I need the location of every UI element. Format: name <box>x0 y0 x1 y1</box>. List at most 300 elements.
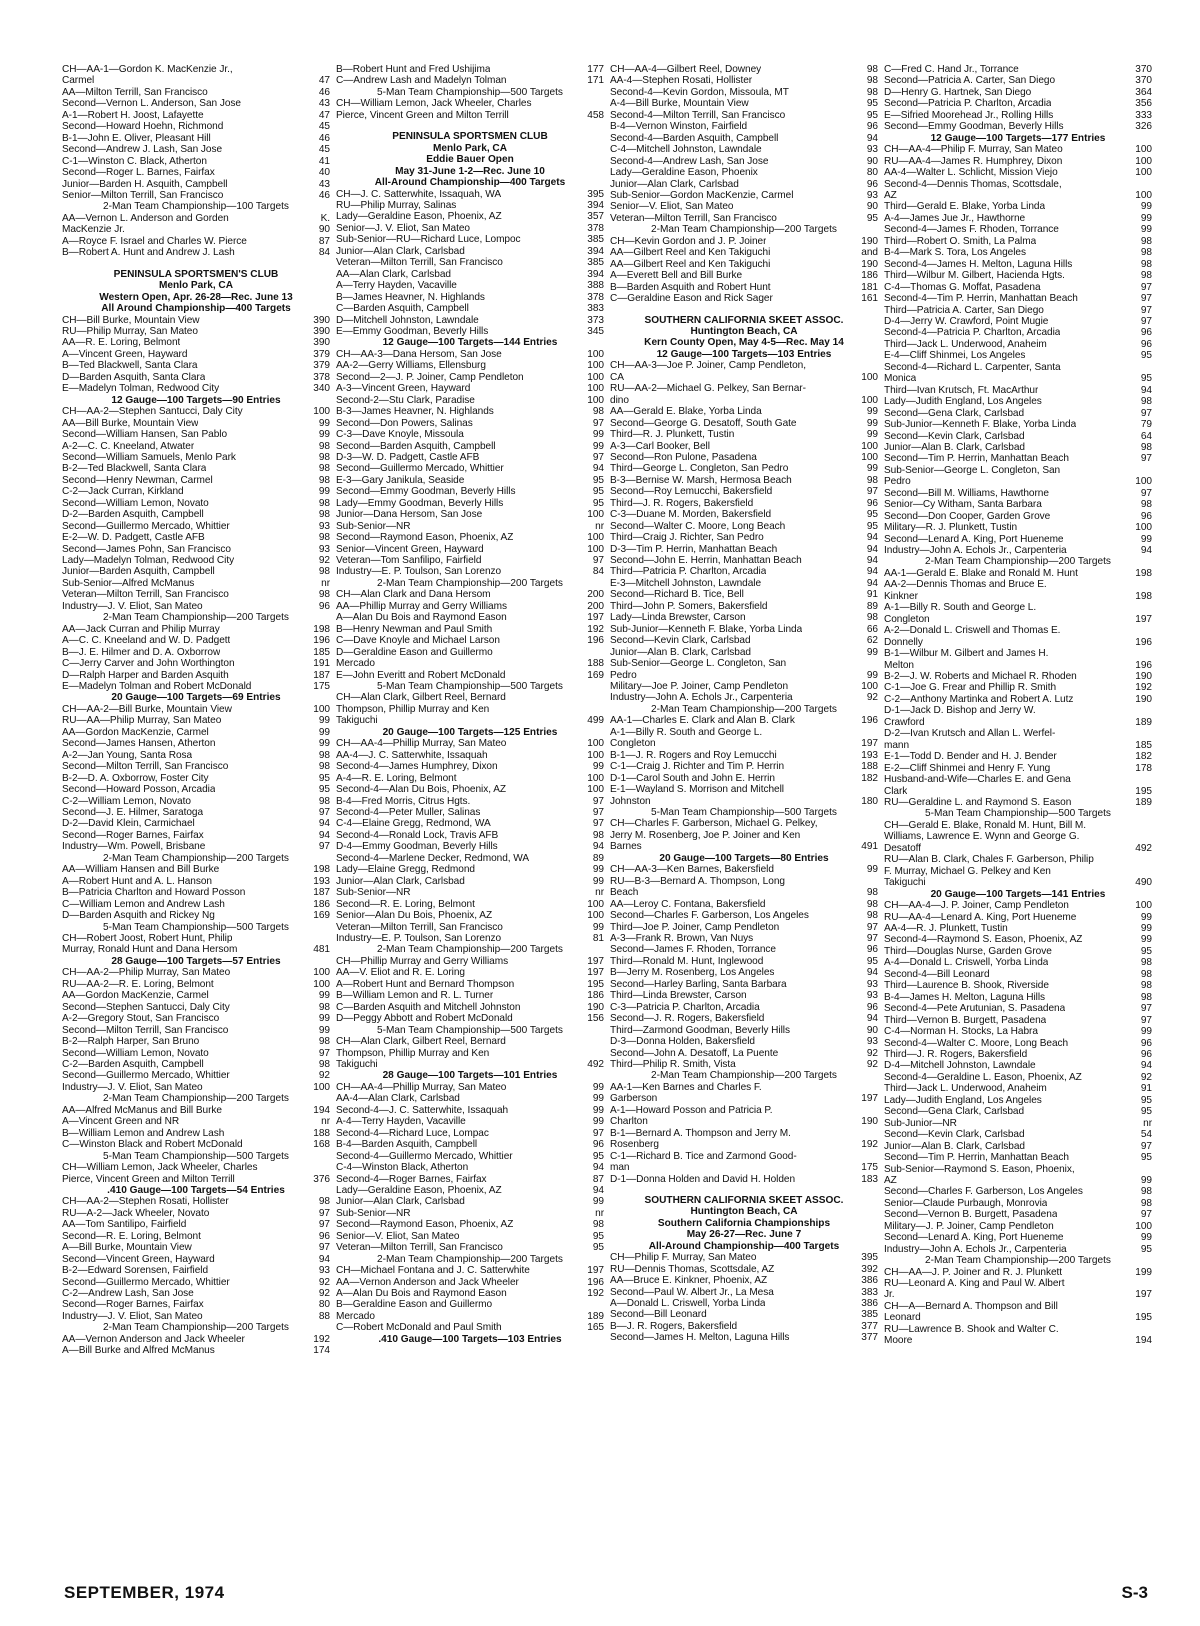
result-line <box>62 1254 330 1265</box>
result-line <box>610 1252 878 1263</box>
result-line <box>62 887 330 898</box>
result-score: 95 <box>318 772 330 784</box>
result-line <box>884 259 1152 270</box>
result-line <box>610 1139 878 1150</box>
result-score: 194 <box>313 1104 330 1116</box>
result-score: 97 <box>318 1207 330 1219</box>
result-line <box>336 830 604 841</box>
result-text: Second-4—Andrew Lash, San Jose <box>610 155 769 167</box>
result-line <box>62 463 330 474</box>
result-text: Garberson <box>610 1093 658 1105</box>
result-score: 99 <box>592 1093 604 1105</box>
result-score: 100 <box>587 394 604 406</box>
result-text: B—Geraldine Eason and Guillermo <box>336 1299 493 1311</box>
result-line <box>884 362 1152 373</box>
result-score: 383 <box>861 1286 878 1298</box>
result-text: Senior—Cy Witham, Santa Barbara <box>884 499 1042 511</box>
result-line <box>336 807 604 818</box>
result-text: AA-2—Gerry Williams, Ellensburg <box>336 360 486 372</box>
result-text: Sub-Junior—Kenneth F. Blake, Yorba Linda <box>610 623 803 635</box>
result-score: 96 <box>318 1230 330 1242</box>
result-text: AA—William Hansen and Bill Burke <box>62 864 220 876</box>
result-score: 190 <box>861 235 878 247</box>
result-line <box>884 1003 1152 1014</box>
result-score: 190 <box>587 1001 604 1013</box>
result-score <box>601 1299 604 1310</box>
result-line <box>62 841 330 852</box>
result-score: 96 <box>1140 338 1152 350</box>
issue-date: SEPTEMBER, 1974 <box>64 1583 225 1602</box>
result-text: C-4—Mitchell Johnston, Lawndale <box>610 144 762 156</box>
subsection-heading: 5-Man Team Championship—500 Targets <box>377 1024 563 1036</box>
result-score: 45 <box>318 121 330 133</box>
result-score: 196 <box>587 1276 604 1288</box>
result-text: C-4—Thomas G. Moffat, Pasadena <box>884 281 1041 293</box>
result-score: 90 <box>318 224 330 236</box>
result-score: 98 <box>866 75 878 87</box>
section-heading: 20 Gauge—100 Targets—80 Entries <box>659 852 829 864</box>
result-text: Second-4—J. C. Satterwhite, Issaquah <box>336 1104 509 1116</box>
result-text: Mercado <box>336 1310 375 1322</box>
result-text: AA—Gilbert Reel and Ken Takiguchi <box>610 247 771 259</box>
result-score: 178 <box>1135 762 1152 774</box>
result-line <box>336 223 604 234</box>
result-line <box>884 293 1152 304</box>
result-text: CH—Alan Clark, Gilbert Reel, Bernard <box>336 1036 506 1048</box>
result-line <box>62 1311 330 1322</box>
result-line <box>336 990 604 1001</box>
result-line <box>62 899 330 910</box>
result-line <box>62 1345 330 1356</box>
result-text: Junior—Alan Clark, Carlsbad <box>610 178 739 190</box>
result-score: 93 <box>866 990 878 1002</box>
result-text: B-4—Fred Morris, Citrus Hgts. <box>336 795 471 807</box>
result-line <box>884 1095 1152 1106</box>
result-score: 98 <box>1140 1186 1152 1198</box>
result-text: Second—John E. Herrin, Manhattan Beach <box>610 555 802 567</box>
result-text: Junior—Alan B. Clark, Carlsbad <box>610 646 751 658</box>
result-line <box>336 876 604 887</box>
result-text: D-3—Tim P. Herrin, Manhattan Beach <box>610 543 778 555</box>
result-text: D-2—Barden Asquith, Campbell <box>62 509 204 521</box>
result-text: Third—Philip R. Smith, Vista <box>610 1058 736 1070</box>
result-text: Third—Laurence B. Shook, Riverside <box>884 980 1049 992</box>
result-line <box>336 910 604 921</box>
result-score: 98 <box>1140 258 1152 270</box>
result-text: E—Madelyn Tolman, Redwood City <box>62 383 220 395</box>
result-score: 99 <box>318 1024 330 1036</box>
result-score: 97 <box>1140 1140 1152 1152</box>
result-score: 97 <box>318 807 330 818</box>
result-line <box>336 1174 604 1185</box>
result-line <box>62 1082 330 1093</box>
result-line <box>336 189 604 200</box>
result-score: 99 <box>318 1013 330 1025</box>
result-score: 185 <box>313 646 330 658</box>
result-line <box>62 156 330 167</box>
result-line <box>884 1278 1152 1289</box>
result-score: 90 <box>866 201 878 213</box>
result-text: D-2—Ivan Krutsch and Allan L. Werfel- <box>884 728 1056 740</box>
result-text: CH—Kevin Gordon and J. P. Joiner <box>610 235 767 247</box>
result-score: 190 <box>1135 671 1152 683</box>
result-text: Third—Vernon B. Burgett, Pasadena <box>884 1014 1047 1026</box>
result-line <box>336 1036 604 1047</box>
result-line <box>884 671 1152 682</box>
result-score: 100 <box>1135 155 1152 167</box>
result-line <box>336 452 604 463</box>
result-line <box>336 64 604 75</box>
result-text: CH—AA-1—Gordon K. MacKenzie Jr., <box>62 64 233 75</box>
result-line <box>62 475 330 486</box>
result-line <box>610 383 878 394</box>
result-line <box>884 1312 1152 1323</box>
result-score: 395 <box>861 1252 878 1264</box>
result-line <box>62 1174 330 1185</box>
result-line <box>62 441 330 452</box>
result-score: 370 <box>1135 64 1152 75</box>
section-heading: Huntington Beach, CA <box>690 1206 798 1218</box>
result-text: Senior—V. Eliot, San Mateo <box>336 1230 460 1242</box>
result-text: A—Royce F. Israel and Charles W. Pierce <box>62 235 247 247</box>
result-text: Second-4—Geraldine L. Eason, Phoenix, AZ <box>884 1071 1082 1083</box>
result-score: 89 <box>866 600 878 612</box>
result-text: Second-4—Pete Arutunian, S. Pasadena <box>884 1003 1066 1015</box>
result-line <box>610 944 878 955</box>
result-score: 46 <box>318 86 330 98</box>
result-text: Third—George L. Congleton, San Pedro <box>610 463 789 475</box>
result-text: Second—Don Powers, Salinas <box>336 417 473 429</box>
result-line <box>62 337 330 348</box>
result-text: Second—Charles F. Garberson, Los Angeles <box>610 910 809 922</box>
result-score: 97 <box>1140 407 1152 419</box>
result-score: 97 <box>1140 281 1152 293</box>
result-text: D—Barden Asquith and Rickey Ng <box>62 910 215 922</box>
result-score: 95 <box>318 784 330 796</box>
result-line <box>336 864 604 875</box>
result-text: mann <box>884 739 910 751</box>
result-score: 99 <box>866 669 878 681</box>
result-line <box>62 87 330 98</box>
result-score <box>875 876 878 887</box>
result-score: 171 <box>587 75 604 87</box>
result-line <box>336 738 604 749</box>
result-line <box>884 396 1152 407</box>
result-score: 99 <box>318 429 330 441</box>
subsection-heading: 2-Man Team Championship—200 Targets <box>925 1255 1111 1267</box>
result-score: 98 <box>1140 499 1152 511</box>
result-score: 100 <box>313 703 330 715</box>
result-text: A-4—Bill Burke, Mountain View <box>610 98 749 110</box>
result-score: 97 <box>1140 1209 1152 1221</box>
result-line <box>884 1072 1152 1083</box>
result-text: AA—Alan Clark, Carlsbad <box>336 268 451 280</box>
result-line <box>884 660 1152 671</box>
result-score: 165 <box>587 1322 604 1334</box>
subsection-heading: 5-Man Team Championship—500 Targets <box>925 808 1111 820</box>
result-score: 62 <box>866 635 878 647</box>
result-text: Sub-Senior—NR <box>336 1207 411 1219</box>
result-text: D-4—Emmy Goodman, Beverly Hills <box>336 841 498 853</box>
result-score: 186 <box>861 270 878 282</box>
result-text: AA-4—J. C. Satterwhite, Issaquah <box>336 749 488 761</box>
result-score <box>327 933 330 944</box>
result-line <box>62 715 330 726</box>
result-line <box>610 635 878 646</box>
result-line <box>610 259 878 270</box>
result-text: B—Ted Blackwell, Santa Clara <box>62 360 198 372</box>
result-line <box>62 144 330 155</box>
result-score <box>601 647 604 658</box>
result-text: Sub-Junior—Kenneth F. Blake, Yorba Linda <box>884 419 1077 431</box>
result-text: Third—Zarmond Goodman, Beverly Hills <box>610 1024 790 1036</box>
result-text: Second-4—Roger Barnes, Fairfax <box>336 1173 487 1185</box>
result-text: Industry—John A. Echols Jr., Carpenteria <box>610 692 793 704</box>
result-score: 100 <box>1135 167 1152 179</box>
result-score: 88 <box>318 1310 330 1322</box>
result-line <box>336 899 604 910</box>
result-line <box>610 179 878 190</box>
result-text: A-1—Howard Posson and Patricia P. <box>610 1104 773 1116</box>
result-score: 64 <box>1140 430 1152 442</box>
result-score: 90 <box>866 155 878 167</box>
section-heading: 12 Gauge—100 Targets—144 Entries <box>382 337 558 349</box>
result-score <box>1149 1164 1152 1175</box>
result-text: E—Sifried Moorehead Jr., Rolling Hills <box>884 109 1054 121</box>
result-text: Pierce, Vincent Green and Milton Terrill <box>62 1173 235 1185</box>
result-text: Second—Ron Pulone, Pasadena <box>610 451 757 463</box>
result-line <box>62 236 330 247</box>
result-text: Industry—John A. Echols Jr., Carpenteria <box>884 1243 1067 1255</box>
result-score: 95 <box>1140 373 1152 385</box>
result-text: B-3—Bernise W. Marsh, Hermosa Beach <box>610 474 792 486</box>
result-text: Third—Wilbur M. Gilbert, Hacienda Hgts. <box>884 270 1065 282</box>
result-text: B—Barden Asquith and Robert Hunt <box>610 281 771 293</box>
result-score: 92 <box>866 1058 878 1070</box>
result-text: Lady—Geraldine Eason, Phoenix <box>610 167 758 179</box>
result-text: AA—R. E. Loring, Belmont <box>62 337 181 349</box>
result-score: 92 <box>1140 1071 1152 1083</box>
result-score: 168 <box>313 1139 330 1151</box>
result-score: 100 <box>1135 189 1152 201</box>
result-score: 99 <box>1140 224 1152 236</box>
result-score <box>875 727 878 738</box>
result-text: Sub-Senior—George L. Congleton, San <box>884 464 1061 476</box>
result-line <box>336 1288 604 1299</box>
result-score: 96 <box>866 178 878 190</box>
result-score: 94 <box>866 967 878 979</box>
result-score: 492 <box>587 1058 604 1070</box>
result-line <box>884 637 1152 648</box>
result-line <box>62 315 330 326</box>
result-line <box>336 1208 604 1219</box>
result-text: B—Jerry M. Rosenberg, Los Angeles <box>610 967 775 979</box>
section-heading: Menlo Park, CA <box>432 142 508 154</box>
result-line <box>610 796 878 807</box>
result-text: Third—Ronald M. Hunt, Inglewood <box>610 955 764 967</box>
result-score: 174 <box>313 1345 330 1357</box>
result-text: Takiguchi <box>336 1058 378 1070</box>
result-score: 100 <box>313 1081 330 1093</box>
result-line <box>610 647 878 658</box>
result-text: Junior—Alan Clark, Carlsbad <box>336 1196 465 1208</box>
result-line <box>62 761 330 772</box>
result-line <box>62 578 330 589</box>
result-line <box>610 624 878 635</box>
result-line <box>62 566 330 577</box>
result-line <box>610 452 878 463</box>
result-line <box>62 589 330 600</box>
result-score: 41 <box>318 155 330 167</box>
result-text: Sub-Senior—Raymond S. Eason, Phoenix, <box>884 1163 1075 1175</box>
result-score: 46 <box>318 189 330 201</box>
result-score: 195 <box>1135 1312 1152 1324</box>
result-text: Donnelly <box>884 636 923 648</box>
result-line <box>62 486 330 497</box>
result-score: 80 <box>866 167 878 179</box>
result-text: C—Dave Knoyle and Michael Larson <box>336 635 500 647</box>
result-text: A—Bill Burke, Mountain View <box>62 1242 192 1254</box>
result-text: C-3—Duane M. Morden, Bakersfield <box>610 509 772 521</box>
result-score: 99 <box>592 1116 604 1128</box>
result-line <box>336 887 604 898</box>
result-text: D-3—Donna Holden, Bakersfield <box>610 1036 755 1048</box>
result-text: Second—Howard Posson, Arcadia <box>62 784 216 796</box>
result-score <box>875 1128 878 1139</box>
result-score <box>601 98 604 109</box>
result-text: Second—J. E. Hilmer, Saratoga <box>62 807 204 818</box>
result-score <box>1149 465 1152 476</box>
result-text: AA-4—Alan Clark, Carlsbad <box>336 1093 460 1105</box>
result-score: 92 <box>318 1288 330 1300</box>
result-text: AZ <box>884 1174 897 1186</box>
result-line <box>610 681 878 692</box>
result-score: 97 <box>592 807 604 818</box>
result-score: 98 <box>866 910 878 922</box>
result-text: Clark <box>884 785 908 797</box>
result-text: Third—Patricia P. Charlton, Arcadia <box>610 566 767 578</box>
result-score: 99 <box>592 1081 604 1093</box>
result-score: 100 <box>861 440 878 452</box>
result-score: 93 <box>318 543 330 555</box>
result-line <box>62 190 330 201</box>
result-text: A—Vincent Green, Hayward <box>62 348 188 360</box>
result-text: Second—William Samuels, Menlo Park <box>62 451 236 463</box>
result-text: Veteran—Milton Terrill, San Francisco <box>336 1242 503 1254</box>
result-score: 91 <box>1140 1083 1152 1095</box>
result-text: D-2—David Klein, Carmichael <box>62 818 195 830</box>
result-score <box>601 1048 604 1059</box>
result-text: B-1—Bernard A. Thompson and Jerry M. <box>610 1127 791 1139</box>
result-text: Second—Kevin Clark, Carlsbad <box>610 635 751 647</box>
result-line <box>336 761 604 772</box>
result-score: 97 <box>592 417 604 429</box>
result-line <box>62 647 330 658</box>
result-score: 161 <box>861 293 878 305</box>
result-score: 99 <box>1140 201 1152 213</box>
result-text: CH—AA-2—Bill Burke, Mountain View <box>62 703 232 715</box>
result-score: 97 <box>1140 293 1152 305</box>
result-score: 100 <box>587 772 604 784</box>
result-line <box>884 1060 1152 1071</box>
result-score: 99 <box>1140 922 1152 934</box>
result-line <box>336 704 604 715</box>
result-text: Second-4—James Humphrey, Dixon <box>336 761 498 773</box>
result-score: 84 <box>318 247 330 259</box>
result-line <box>884 75 1152 86</box>
result-text: dino <box>610 394 629 406</box>
result-text: A-2—Jan Young, Santa Rosa <box>62 749 193 761</box>
result-score: 98 <box>1140 441 1152 453</box>
result-text: Second-4—Kevin Gordon, Missoula, MT <box>610 86 789 98</box>
result-text: E-1—Wayland S. Morrison and Mitchell <box>610 784 784 796</box>
result-line <box>336 75 604 86</box>
result-line <box>884 854 1152 865</box>
result-text: Takiguchi <box>884 877 926 889</box>
result-text: E-3—Gary Janikula, Seaside <box>336 474 465 486</box>
result-text: Second—Tim P. Herrin, Manhattan Beach <box>884 1152 1069 1164</box>
result-line <box>336 796 604 807</box>
result-text: Military—J. P. Joiner, Camp Pendleton <box>884 1220 1054 1232</box>
subsection-heading: 2-Man Team Championship—200 Targets <box>651 224 837 236</box>
result-text: Thompson, Phillip Murray and Ken <box>336 1047 490 1059</box>
result-line <box>884 682 1152 693</box>
result-text: Melton <box>884 659 914 671</box>
result-score: 186 <box>313 898 330 910</box>
result-text: C—Barden Asquith, Campbell <box>336 303 469 315</box>
result-text: Second—Bill M. Williams, Hawthorne <box>884 487 1049 499</box>
result-line <box>62 110 330 121</box>
result-text: B-4—Barden Asquith, Campbell <box>336 1139 478 1151</box>
result-text: A-2—Donald L. Criswell and Thomas E. <box>884 625 1061 637</box>
result-text: B-3—James Heavner, N. Highlands <box>336 406 494 418</box>
result-text: CH—Robert Joost, Robert Hunt, Philip <box>62 932 233 944</box>
result-text: Industry—J. V. Eliot, San Mateo <box>62 600 203 612</box>
result-line <box>62 418 330 429</box>
result-score: 326 <box>1135 121 1152 133</box>
result-line <box>610 156 878 167</box>
result-score: 182 <box>1135 751 1152 763</box>
result-line <box>610 1128 878 1139</box>
result-score: 95 <box>592 497 604 509</box>
result-line <box>610 1059 878 1070</box>
result-line <box>610 1321 878 1332</box>
result-text: A-3—Frank R. Brown, Van Nuys <box>610 932 754 944</box>
result-text: Third—J. R. Rogers, Bakersfield <box>884 1048 1028 1060</box>
result-score: 356 <box>1135 98 1152 110</box>
result-text: Crawford <box>884 716 925 728</box>
result-line <box>62 1299 330 1310</box>
result-line <box>610 1093 878 1104</box>
result-score: 196 <box>1135 636 1152 648</box>
result-line <box>62 624 330 635</box>
result-line <box>62 1231 330 1242</box>
result-score: 491 <box>861 841 878 853</box>
result-score: 96 <box>866 497 878 509</box>
result-score: 492 <box>1135 842 1152 854</box>
result-score: 169 <box>587 669 604 681</box>
result-line <box>610 406 878 417</box>
result-line <box>610 1082 878 1093</box>
result-text: Military—R. J. Plunkett, Tustin <box>884 522 1018 534</box>
result-text: A—C. C. Kneeland and W. D. Padgett <box>62 635 231 647</box>
result-text: AA—Tom Santilipo, Fairfield <box>62 1219 187 1231</box>
result-score: 97 <box>1140 453 1152 465</box>
result-score: 100 <box>1135 1220 1152 1232</box>
result-score: 97 <box>1140 1003 1152 1015</box>
result-line <box>610 899 878 910</box>
result-score: 98 <box>318 566 330 578</box>
